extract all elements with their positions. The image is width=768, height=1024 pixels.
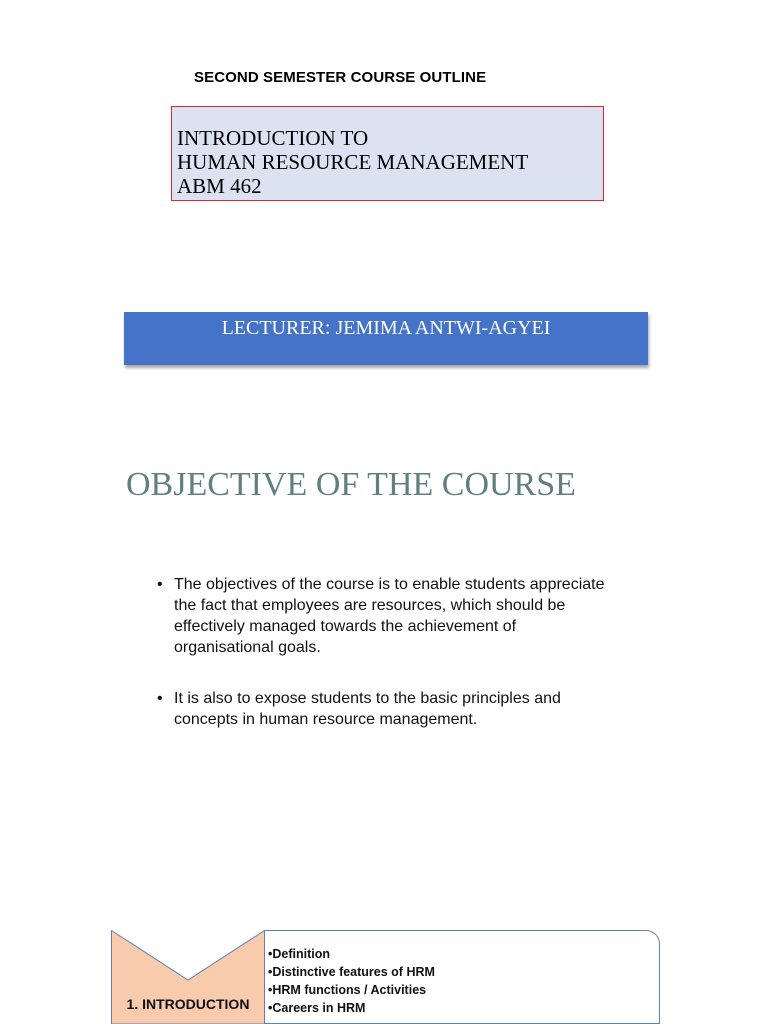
list-item: •HRM functions / Activities — [268, 983, 427, 997]
outline-heading: SECOND SEMESTER COURSE OUTLINE — [194, 69, 487, 86]
list-item — [157, 574, 617, 658]
lecturer-banner — [124, 312, 648, 365]
objective-bullet-text: The objectives of the course is to enable students appreciate the fact that employees are resources, which should be effectively managed towards the achievement of organisational goals. — [174, 576, 605, 656]
course-title-box — [171, 106, 604, 201]
list-item: •Definition — [268, 947, 331, 961]
bullet-icon: • — [157, 576, 163, 593]
objective-bullet-text: It is also to expose students to the basic principles and concepts in human resource management. — [174, 690, 561, 728]
module-detail-box — [265, 930, 660, 1024]
bullet-icon: • — [157, 690, 163, 707]
list-item: •Distinctive features of HRM — [268, 965, 435, 979]
list-item — [157, 688, 617, 730]
list-item: •Careers in HRM — [268, 1001, 366, 1015]
module-label: 1. INTRODUCTION — [126, 996, 250, 1012]
course-code: ABM 462 — [177, 174, 262, 198]
module-block — [111, 930, 661, 1024]
course-title-line-1: INTRODUCTION TO — [177, 126, 369, 150]
course-title-line-2: HUMAN RESOURCE MANAGEMENT — [177, 150, 529, 174]
module-topic-list — [268, 945, 659, 1017]
objective-bullet-list — [157, 574, 617, 760]
lecturer-label: LECTURER: JEMIMA ANTWI-AGYEI — [221, 317, 551, 339]
objective-title: OBJECTIVE OF THE COURSE — [126, 466, 576, 503]
